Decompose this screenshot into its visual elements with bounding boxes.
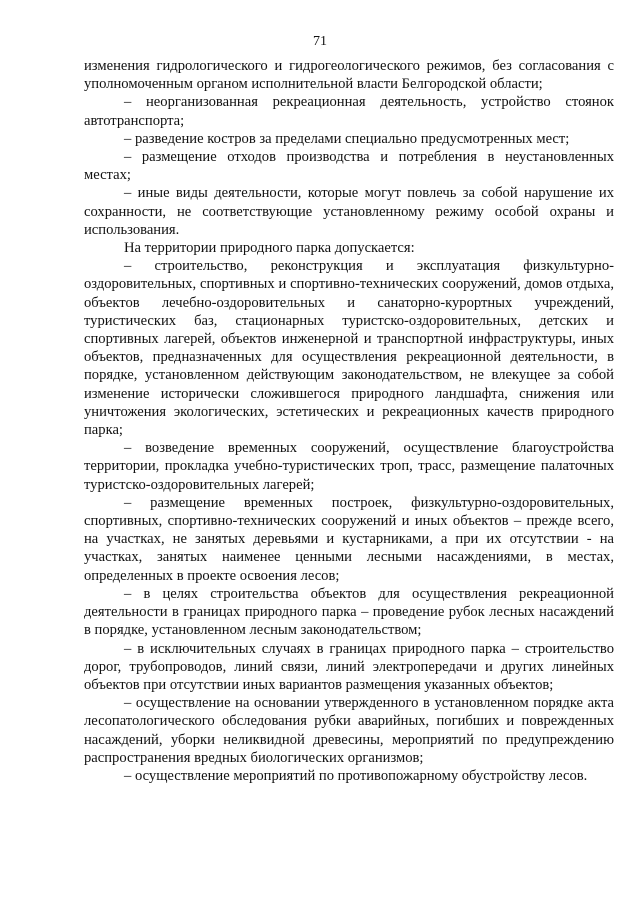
prohibition-item-recreation: – неорганизованная рекреационная деятельность, устройство стоянок автотранспорта; bbox=[84, 94, 614, 129]
permitted-item-fire-prevention: – осуществление мероприятий по противопожарному обустройству лесов. bbox=[124, 767, 588, 784]
permitted-item-construction: – строительство, реконструкция и эксплуатация физкультурно-оздоровительных, спортивных и спортивно-технических сооружений, домов отдыха, объектов лечебно-оздоровительных и санаторно-курортных учреждений, туристических баз, стационарных туристско-оздоровительных, детских и спортивных лагерей, объектов инженерной и транспортной инфраструктуры, иных объектов, предназначенных для осуществления рекреационной деятельности, в порядке, установленном действующим законодательством, не влекущее за собой изменение исторически сложившегося природного ландшафта, снижения или уничтожения экологических, эстетических и рекреационных качеств природного парка; bbox=[84, 258, 614, 439]
prohibition-item-waste: – размещение отходов производства и потребления в неустановленных местах; bbox=[84, 149, 614, 184]
permitted-item-sanitary-felling: – осуществление на основании утвержденного в установленном порядке акта лесопатологического обследования рубки аварийных, погибших и поврежденных насаждений, уборки неликвидной древесины, мероприятий по предупреждению распространения вредных биологических организмов; bbox=[84, 695, 614, 766]
paragraph-continuation: изменения гидрологического и гидрогеологического режимов, без согласования с уполномоченным органом исполнительной власти Белгородской области; bbox=[84, 58, 614, 93]
permitted-item-temporary-structures: – возведение временных сооружений, осуществление благоустройства территории, прокладка учебно-туристических троп, трасс, размещение палаточных туристско-оздоровительных лагерей; bbox=[84, 440, 614, 493]
permitted-intro: На территории природного парка допускается: bbox=[124, 240, 415, 257]
prohibition-item-fires: – разведение костров за пределами специально предусмотренных мест; bbox=[124, 130, 570, 147]
permitted-item-temporary-buildings: – размещение временных построек, физкультурно-оздоровительных, спортивных, спортивно-технических сооружений и иных объектов – прежде всего, на участках, не занятых деревьями и кустарниками, а при их отсутствии - на участках, занятых наименее ценными лесными насаждениями, в местах, определенных в проекте освоения лесов; bbox=[84, 494, 614, 584]
prohibition-item-other: – иные виды деятельности, которые могут повлечь за собой нарушение их сохранности, не соответствующие установленному режиму особой охраны и использования. bbox=[84, 185, 614, 238]
document-body bbox=[84, 57, 614, 785]
permitted-item-logging: – в целях строительства объектов для осуществления рекреационной деятельности в границах природного парка – проведение рубок лесных насаждений в порядке, установленном лесным законодательством; bbox=[84, 585, 614, 639]
page-number: 71 bbox=[313, 34, 327, 49]
permitted-item-linear-objects: – в исключительных случаях в границах природного парка – строительство дорог, трубопроводов, линий связи, линий электропередачи и других линейных объектов при отсутствии иных вариантов размещения указанных объектов; bbox=[84, 640, 614, 693]
